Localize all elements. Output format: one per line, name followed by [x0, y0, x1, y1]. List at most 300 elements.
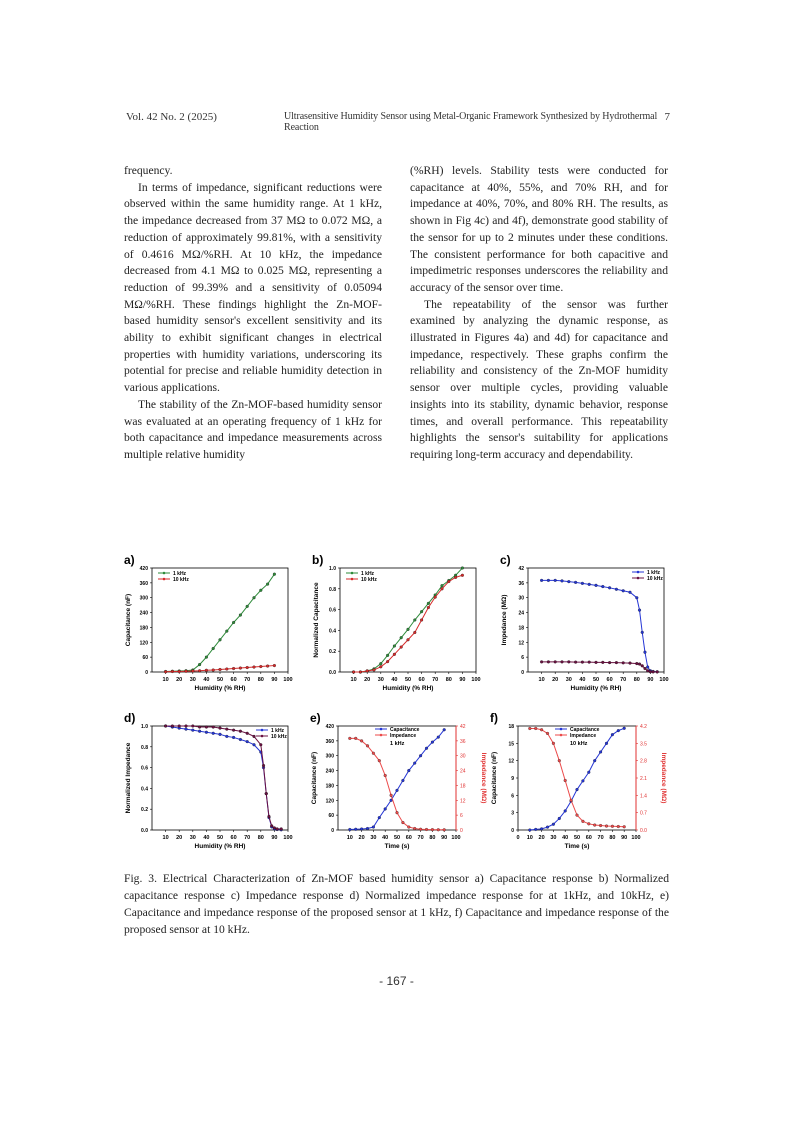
- y-tick-label: 0: [331, 828, 334, 834]
- x-tick-label: 80: [257, 677, 264, 683]
- data-point: [212, 726, 215, 729]
- y-tick-label: 300: [139, 595, 148, 602]
- data-point: [431, 828, 434, 831]
- y-tick-label: 360: [325, 738, 334, 745]
- legend-label: 10 kHz: [271, 733, 287, 740]
- data-point: [402, 821, 405, 824]
- data-point: [379, 665, 382, 668]
- x-axis-label: Time (s): [564, 843, 590, 850]
- paragraph: frequency.: [124, 164, 173, 177]
- data-point: [599, 824, 602, 827]
- paragraph: In terms of impedance, significant reductions were observed within the same humidity range. At 1 kHz, the impedance decreased from 37 MΩ to 0.072 MΩ, a reduction of approximately 99.81%, with a sensitivity of 0.4616 MΩ/%RH. At 10 kHz, the impedance decreased from 4.1 MΩ to 0.025 MΩ, representing a reduction of 99.39% and a sensitivity of 0.05094 MΩ/%RH. These findings highlight the Zn-MOF-based humidity sensor's excellent sensitivity and its ability to exhibit significant changes in electrical properties with humidity variations, underscoring its potential for precise and reliable humidity detection in various applications.: [124, 180, 382, 395]
- y2-tick-label: 24: [460, 768, 466, 775]
- series-line-10-khz: [354, 575, 463, 672]
- plot-frame: [152, 726, 288, 830]
- y2-tick-label: 1.4: [640, 793, 647, 800]
- figure-caption: [124, 870, 669, 938]
- series-line-1-khz: [166, 726, 282, 830]
- data-point: [232, 621, 235, 624]
- y-tick-label: 0.0: [329, 670, 336, 676]
- data-point: [588, 583, 591, 586]
- data-point: [198, 726, 201, 729]
- data-point: [259, 589, 262, 592]
- y-tick-label: 0.6: [141, 765, 148, 772]
- data-point: [443, 728, 446, 731]
- data-point: [402, 779, 405, 782]
- data-point: [212, 669, 215, 672]
- data-point: [437, 828, 440, 831]
- data-point: [576, 814, 579, 817]
- data-point: [461, 567, 464, 570]
- legend-marker: [351, 572, 354, 575]
- data-point: [379, 662, 382, 665]
- data-point: [567, 660, 570, 663]
- data-point: [623, 825, 626, 828]
- legend-label: Capacitance: [390, 726, 420, 733]
- data-point: [644, 651, 647, 654]
- data-point: [366, 827, 369, 830]
- data-point: [232, 736, 235, 739]
- data-point: [352, 671, 355, 674]
- data-point: [164, 670, 167, 673]
- legend-marker: [560, 728, 563, 731]
- chart-b: [308, 552, 492, 710]
- legend-marker: [380, 728, 383, 731]
- data-point: [454, 576, 457, 579]
- data-point: [390, 794, 393, 797]
- y-tick-label: 180: [325, 783, 334, 790]
- y2-tick-label: 0: [460, 828, 463, 834]
- data-point: [246, 666, 249, 669]
- data-point: [622, 661, 625, 664]
- series-line-1-khz: [542, 580, 658, 671]
- data-point: [219, 668, 222, 671]
- data-point: [232, 729, 235, 732]
- caption-label: Fig. 3.: [124, 872, 157, 885]
- legend-marker: [163, 572, 166, 575]
- data-point: [386, 654, 389, 657]
- data-point: [191, 729, 194, 732]
- data-point: [246, 605, 249, 608]
- x-tick-label: 50: [216, 677, 224, 683]
- data-point: [212, 732, 215, 735]
- data-point: [400, 636, 403, 639]
- data-point: [656, 671, 659, 674]
- data-point: [605, 825, 608, 828]
- data-point: [561, 579, 564, 582]
- data-point: [413, 619, 416, 622]
- x-tick-label: 60: [418, 677, 425, 683]
- data-point: [273, 664, 276, 667]
- panel-label: d): [124, 711, 136, 725]
- data-point: [386, 660, 389, 663]
- data-point: [570, 799, 573, 802]
- legend-label: 10 kHz: [173, 576, 189, 583]
- y2-tick-label: 3.5: [640, 741, 647, 748]
- data-point: [608, 661, 611, 664]
- data-point: [540, 579, 543, 582]
- data-point: [360, 828, 363, 831]
- panel-label: a): [124, 553, 135, 567]
- chart-subtitle: 1 kHz: [390, 741, 405, 747]
- legend-label: 1 kHz: [271, 727, 285, 734]
- data-point: [232, 667, 235, 670]
- data-point: [595, 584, 598, 587]
- data-point: [641, 664, 644, 667]
- running-header: [126, 111, 670, 133]
- x-tick-label: 80: [609, 835, 616, 841]
- x-tick-label: 70: [244, 677, 251, 683]
- data-point: [425, 747, 428, 750]
- data-point: [259, 743, 262, 746]
- x-tick-label: 40: [382, 835, 389, 841]
- x-tick-label: 40: [203, 835, 210, 841]
- data-point: [378, 816, 381, 819]
- y-tick-label: 360: [139, 580, 148, 587]
- x-tick-label: 10: [162, 677, 169, 683]
- legend-label: 1 kHz: [173, 570, 187, 577]
- paragraph: (%RH) levels. Stability tests were conducted for capacitance at 40%, 55%, and 70% RH, and for impedance at 40%, 70%, and 80% RH. The results, as shown in Fig 4c) and 4f), demonstrate good stability of the sensor for up to 2 minutes under these conditions. The consistent performance for both capacitive and impedimetric responses underscores the reliability and accuracy of the sensor over time.: [410, 164, 668, 294]
- data-point: [354, 737, 357, 740]
- y2-tick-label: 0.0: [640, 828, 647, 834]
- data-point: [635, 662, 638, 665]
- data-point: [427, 606, 430, 609]
- x-tick-label: 80: [633, 677, 640, 683]
- y-tick-label: 42: [518, 566, 524, 572]
- data-point: [434, 596, 437, 599]
- data-point: [164, 725, 167, 728]
- x-axis-label: Time (s): [384, 843, 410, 850]
- data-point: [558, 759, 561, 762]
- data-point: [437, 736, 440, 739]
- y-tick-label: 1.0: [329, 566, 336, 572]
- y-tick-label: 0.2: [141, 807, 148, 814]
- data-point: [615, 588, 618, 591]
- data-point: [540, 660, 543, 663]
- data-point: [171, 670, 174, 673]
- body-column-right: [410, 163, 668, 464]
- data-point: [178, 725, 181, 728]
- x-axis-label: Humidity (% RH): [570, 685, 622, 692]
- data-point: [552, 823, 555, 826]
- data-point: [205, 656, 208, 659]
- panel-a: [120, 552, 304, 710]
- data-point: [546, 826, 549, 829]
- x-tick-label: 20: [552, 677, 559, 683]
- x-tick-label: 60: [606, 677, 613, 683]
- y-tick-label: 30: [518, 595, 524, 602]
- y-tick-label: 12: [508, 758, 514, 765]
- data-point: [198, 669, 201, 672]
- data-point: [615, 661, 618, 664]
- x-tick-label: 80: [445, 677, 452, 683]
- y-tick-label: 60: [328, 813, 334, 820]
- data-point: [276, 828, 279, 831]
- x-tick-label: 20: [538, 835, 545, 841]
- y2-axis-label: Impedance (MΩ): [660, 752, 667, 804]
- legend-marker: [380, 734, 383, 737]
- article-running-title: Ultrasensitive Humidity Sensor using Metal-Organic Framework Synthesized by Hydrothermal Reaction: [284, 111, 658, 133]
- y-tick-label: 0: [511, 828, 514, 834]
- x-tick-label: 50: [216, 835, 224, 841]
- data-point: [561, 660, 564, 663]
- data-point: [384, 774, 387, 777]
- data-point: [564, 779, 567, 782]
- data-point: [540, 728, 543, 731]
- y-tick-label: 120: [139, 640, 148, 647]
- paragraph: The repeatability of the sensor was further examined by analyzing the dynamic response, as illustrated in Figures 4a) and 4d) for capacitance and impedance, respectively. These graphs confirm the reliability and consistency of the Zn-MOF humidity sensor over multiple cycles, providing valuable insights into its stability, dynamic behavior, response times, and overall performance. This repeatability highlights the sensor's suitability for applications requiring long-term accuracy and dependability.: [410, 297, 668, 461]
- legend-marker: [637, 577, 640, 580]
- data-point: [219, 638, 222, 641]
- legend-label: 1 kHz: [361, 570, 375, 577]
- y2-tick-label: 2.1: [640, 776, 647, 782]
- data-point: [547, 579, 550, 582]
- data-point: [595, 661, 598, 664]
- data-point: [646, 666, 649, 669]
- panel-f: [486, 710, 670, 868]
- data-point: [652, 670, 655, 673]
- panel-label: c): [500, 553, 511, 567]
- paragraph: The stability of the Zn-MOF-based humidity sensor was evaluated at an operating frequency of 1 kHz for both capacitance and impedance measurements across multiple relative humidity: [124, 397, 382, 461]
- data-point: [431, 741, 434, 744]
- data-point: [225, 630, 228, 633]
- x-tick-label: 70: [597, 835, 604, 841]
- data-point: [393, 645, 396, 648]
- x-tick-label: 20: [176, 677, 183, 683]
- legend-label: Impedance: [390, 732, 417, 739]
- data-point: [641, 631, 644, 634]
- data-point: [205, 731, 208, 734]
- x-tick-label: 0: [516, 835, 520, 841]
- data-point: [528, 829, 531, 832]
- data-point: [558, 817, 561, 820]
- data-point: [441, 587, 444, 590]
- panel-b: [308, 552, 492, 710]
- data-point: [273, 827, 276, 830]
- data-point: [528, 727, 531, 730]
- x-tick-label: 80: [429, 835, 436, 841]
- data-point: [599, 751, 602, 754]
- plot-frame: [528, 568, 664, 672]
- y2-tick-label: 2.8: [640, 758, 647, 765]
- data-point: [225, 735, 228, 738]
- x-tick-label: 30: [189, 835, 196, 841]
- data-point: [366, 744, 369, 747]
- data-point: [574, 581, 577, 584]
- data-point: [635, 596, 638, 599]
- data-point: [219, 727, 222, 730]
- data-point: [262, 764, 265, 767]
- x-tick-label: 100: [283, 677, 293, 683]
- data-point: [601, 661, 604, 664]
- data-point: [280, 828, 283, 831]
- series-line-1-khz: [166, 574, 275, 671]
- x-tick-label: 60: [230, 677, 237, 683]
- x-tick-label: 30: [370, 835, 377, 841]
- legend-label: 10 kHz: [647, 575, 663, 582]
- y-tick-label: 0.4: [141, 786, 148, 793]
- data-point: [225, 728, 228, 731]
- journal-volume: Vol. 42 No. 2 (2025): [126, 111, 217, 123]
- y-tick-label: 420: [325, 724, 334, 730]
- data-point: [253, 596, 256, 599]
- x-tick-label: 30: [565, 677, 572, 683]
- legend-marker: [351, 578, 354, 581]
- data-point: [205, 669, 208, 672]
- data-point: [461, 574, 464, 577]
- x-tick-label: 90: [459, 677, 466, 683]
- legend-label: Impedance: [570, 732, 597, 739]
- data-point: [605, 742, 608, 745]
- x-tick-label: 30: [377, 677, 384, 683]
- y-tick-label: 0.2: [329, 649, 336, 656]
- x-tick-label: 20: [364, 677, 371, 683]
- data-point: [582, 820, 585, 823]
- data-point: [425, 828, 428, 831]
- data-point: [611, 825, 614, 828]
- chart-a: [120, 552, 304, 710]
- x-tick-label: 40: [579, 677, 586, 683]
- data-point: [554, 579, 557, 582]
- panel-label: f): [490, 711, 498, 725]
- data-point: [638, 663, 641, 666]
- y-tick-label: 9: [511, 776, 514, 782]
- y-axis-label: Capacitance (nF): [311, 751, 318, 805]
- data-point: [253, 735, 256, 738]
- x-tick-label: 90: [621, 835, 628, 841]
- x-tick-label: 90: [271, 835, 278, 841]
- data-point: [393, 653, 396, 656]
- y2-tick-label: 42: [460, 724, 466, 730]
- data-point: [372, 752, 375, 755]
- y2-tick-label: 4.2: [640, 724, 647, 730]
- x-tick-label: 50: [404, 677, 412, 683]
- data-point: [407, 638, 410, 641]
- data-point: [360, 739, 363, 742]
- data-point: [191, 670, 194, 673]
- x-tick-label: 100: [451, 835, 461, 841]
- y-tick-label: 6: [521, 655, 524, 662]
- legend-label: Capacitance: [570, 726, 600, 733]
- data-point: [644, 667, 647, 670]
- data-point: [185, 728, 188, 731]
- x-tick-label: 20: [358, 835, 365, 841]
- x-tick-label: 10: [538, 677, 545, 683]
- x-tick-label: 60: [230, 835, 237, 841]
- x-tick-label: 70: [620, 677, 627, 683]
- data-point: [212, 647, 215, 650]
- panel-c: [496, 552, 680, 710]
- caption-text: Electrical Characterization of Zn-MOF based humidity sensor a) Capacitance response b) Normalized capacitance response c) Impedance response d) Normalized impedance response for at 1kHz, and 10kHz, e) Capacitance and impedance response of the proposed sensor at 1 kHz, f) Capacitance and impedance response of the proposed sensor at 10 kHz.: [124, 872, 669, 936]
- x-tick-label: 70: [244, 835, 251, 841]
- data-point: [198, 730, 201, 733]
- body-column-left: [124, 163, 382, 464]
- data-point: [191, 725, 194, 728]
- y2-tick-label: 6: [460, 813, 463, 820]
- legend-marker: [163, 578, 166, 581]
- legend-label: 1 kHz: [647, 569, 661, 576]
- data-point: [547, 660, 550, 663]
- x-tick-label: 50: [573, 835, 581, 841]
- data-point: [266, 665, 269, 668]
- data-point: [593, 824, 596, 827]
- legend-marker: [637, 571, 640, 574]
- data-point: [427, 602, 430, 605]
- data-point: [348, 737, 351, 740]
- data-point: [611, 733, 614, 736]
- series-line-impedance: [350, 738, 444, 829]
- data-point: [629, 591, 632, 594]
- y-tick-label: 12: [518, 640, 524, 647]
- data-point: [567, 580, 570, 583]
- data-point: [246, 732, 249, 735]
- legend-label: 10 kHz: [361, 576, 377, 583]
- x-tick-label: 30: [189, 677, 196, 683]
- data-point: [608, 586, 611, 589]
- legend-marker: [261, 729, 264, 732]
- y-tick-label: 0: [145, 670, 148, 676]
- y-tick-label: 240: [325, 768, 334, 775]
- chart-d: [120, 710, 304, 868]
- header-page-number: 7: [664, 111, 670, 123]
- data-point: [407, 826, 410, 829]
- data-point: [400, 646, 403, 649]
- x-tick-label: 100: [631, 835, 641, 841]
- data-point: [413, 762, 416, 765]
- x-tick-label: 10: [346, 835, 353, 841]
- y2-axis-label: Impedance (MΩ): [480, 752, 487, 804]
- panel-label: b): [312, 553, 324, 567]
- x-tick-label: 70: [417, 835, 424, 841]
- y-tick-label: 0.6: [329, 607, 336, 614]
- data-point: [396, 811, 399, 814]
- x-tick-label: 40: [203, 677, 210, 683]
- data-point: [576, 788, 579, 791]
- data-point: [354, 828, 357, 831]
- data-point: [649, 670, 652, 673]
- data-point: [185, 670, 188, 673]
- data-point: [219, 733, 222, 736]
- chart-c: [496, 552, 680, 710]
- y-tick-label: 240: [139, 610, 148, 617]
- data-point: [587, 771, 590, 774]
- y2-tick-label: 12: [460, 798, 466, 805]
- y-tick-label: 6: [511, 793, 514, 800]
- data-point: [178, 670, 181, 673]
- data-point: [587, 822, 590, 825]
- data-point: [601, 585, 604, 588]
- data-point: [581, 582, 584, 585]
- data-point: [419, 828, 422, 831]
- x-tick-label: 40: [391, 677, 398, 683]
- x-tick-label: 90: [647, 677, 654, 683]
- x-tick-label: 10: [162, 835, 169, 841]
- y-tick-label: 18: [508, 724, 514, 730]
- panel-label: e): [310, 711, 321, 725]
- x-tick-label: 100: [283, 835, 293, 841]
- x-axis-label: Humidity (% RH): [382, 685, 434, 692]
- data-point: [534, 828, 537, 831]
- data-point: [552, 742, 555, 745]
- data-point: [198, 663, 201, 666]
- x-tick-label: 20: [176, 835, 183, 841]
- data-point: [373, 669, 376, 672]
- data-point: [239, 614, 242, 617]
- x-tick-label: 30: [550, 835, 557, 841]
- data-point: [378, 759, 381, 762]
- data-point: [413, 631, 416, 634]
- data-point: [359, 671, 362, 674]
